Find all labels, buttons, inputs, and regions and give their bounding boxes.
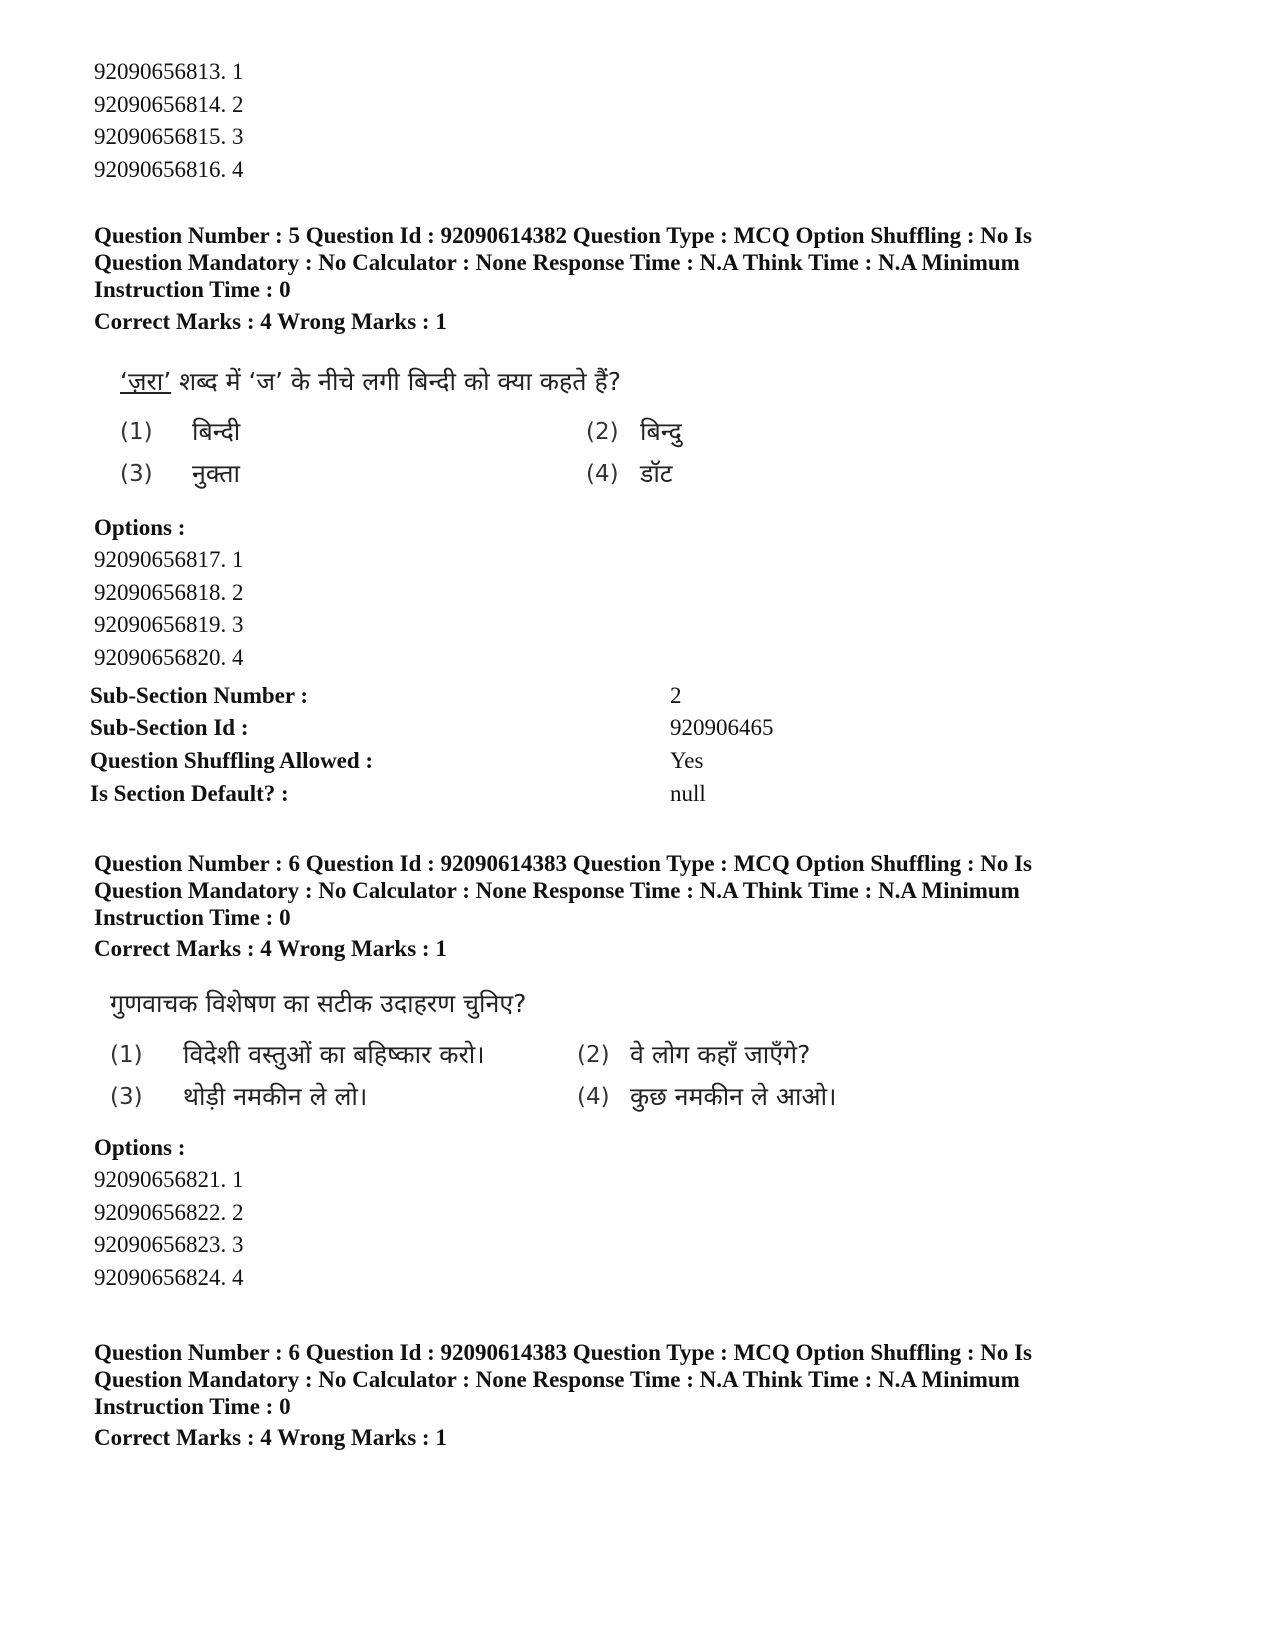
choice-text: विदेशी वस्तुओं का बहिष्कार करो। bbox=[183, 1040, 485, 1069]
question-rest: शब्द में ‘ज’ के नीचे लगी बिन्दी को क्या कहते हैं? bbox=[171, 367, 622, 396]
option-line: 92090656813. 1 bbox=[94, 59, 244, 84]
choice-number: (2) bbox=[577, 1042, 610, 1068]
option-line: 92090656822. 2 bbox=[94, 1200, 244, 1225]
subsection-value: 2 bbox=[670, 683, 682, 708]
choice-number: (3) bbox=[110, 1084, 143, 1110]
choice-number: (4) bbox=[586, 461, 619, 487]
question-word: ‘ज़रा’ bbox=[120, 367, 172, 396]
choice-text: नुक्ता bbox=[192, 459, 241, 488]
subsection-value: null bbox=[670, 781, 706, 806]
question-6-text: गुणवाचक विशेषण का सटीक उदाहरण चुनिए? bbox=[110, 989, 527, 1018]
option-line: 92090656814. 2 bbox=[94, 92, 244, 117]
meta-line: Question Number : 6 Question Id : 92090614383 Question Type : MCQ Option Shuffling : No Is bbox=[94, 851, 1033, 876]
option-line: 92090656821. 1 bbox=[94, 1167, 244, 1192]
option-line: 92090656818. 2 bbox=[94, 580, 244, 605]
option-line: 92090656823. 3 bbox=[94, 1232, 244, 1257]
question-6-repeat-marks: Correct Marks : 4 Wrong Marks : 1 bbox=[94, 1425, 447, 1450]
option-line: 92090656824. 4 bbox=[94, 1265, 244, 1290]
question-5-marks: Correct Marks : 4 Wrong Marks : 1 bbox=[94, 309, 447, 334]
options-label: Options : bbox=[94, 515, 186, 540]
choice-text: कुछ नमकीन ले आओ। bbox=[630, 1082, 837, 1111]
choice-text: बिन्दु bbox=[640, 417, 682, 446]
option-line: 92090656820. 4 bbox=[94, 645, 244, 670]
question-6-marks: Correct Marks : 4 Wrong Marks : 1 bbox=[94, 936, 447, 961]
option-line: 92090656819. 3 bbox=[94, 612, 244, 637]
meta-line: Question Number : 5 Question Id : 92090614382 Question Type : MCQ Option Shuffling : No Is bbox=[94, 223, 1033, 248]
choice-text: वे लोग कहाँ जाएँगे? bbox=[630, 1040, 811, 1069]
option-line: 92090656816. 4 bbox=[94, 157, 244, 182]
subsection-label: Sub-Section Number : bbox=[90, 683, 309, 708]
meta-line: Question Number : 6 Question Id : 92090614383 Question Type : MCQ Option Shuffling : No Is bbox=[94, 1340, 1033, 1365]
subsection-label: Sub-Section Id : bbox=[90, 715, 249, 740]
meta-line: Question Mandatory : No Calculator : None Response Time : N.A Think Time : N.A Minimum bbox=[94, 878, 1020, 903]
choice-number: (2) bbox=[586, 419, 619, 445]
subsection-value: 920906465 bbox=[670, 715, 774, 740]
choice-text: बिन्दी bbox=[192, 417, 241, 446]
subsection-value: Yes bbox=[670, 748, 704, 773]
choice-text: थोड़ी नमकीन ले लो। bbox=[183, 1082, 368, 1111]
subsection-label: Question Shuffling Allowed : bbox=[90, 748, 374, 773]
question-5-text bbox=[120, 364, 621, 398]
option-line: 92090656815. 3 bbox=[94, 124, 244, 149]
meta-line: Instruction Time : 0 bbox=[94, 1394, 291, 1419]
meta-line: Instruction Time : 0 bbox=[94, 905, 291, 930]
choice-number: (4) bbox=[577, 1084, 610, 1110]
choice-number: (1) bbox=[110, 1042, 143, 1068]
question-6-meta bbox=[94, 850, 1104, 931]
question-5-meta bbox=[94, 222, 1104, 303]
subsection-label: Is Section Default? : bbox=[90, 781, 289, 806]
option-line: 92090656817. 1 bbox=[94, 547, 244, 572]
meta-line: Question Mandatory : No Calculator : None Response Time : N.A Think Time : N.A Minimum bbox=[94, 1367, 1020, 1392]
choice-number: (1) bbox=[120, 419, 153, 445]
meta-line: Question Mandatory : No Calculator : None Response Time : N.A Think Time : N.A Minimum bbox=[94, 250, 1020, 275]
question-6-repeat-meta bbox=[94, 1339, 1104, 1420]
options-label: Options : bbox=[94, 1135, 186, 1160]
meta-line: Instruction Time : 0 bbox=[94, 277, 291, 302]
choice-text: डॉट bbox=[640, 459, 673, 488]
choice-number: (3) bbox=[120, 461, 153, 487]
